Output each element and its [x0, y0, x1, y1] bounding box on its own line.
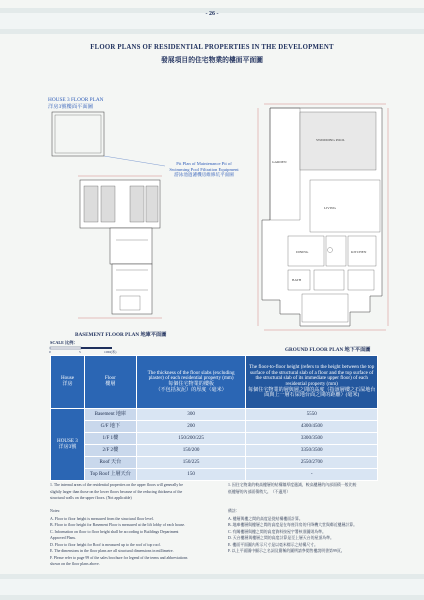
table-row	[51, 421, 378, 433]
thickness-cell: 150	[136, 469, 246, 481]
scale-label: SCALE 比例：	[50, 340, 78, 345]
notes-en: Notes: A. Floor to floor height is measured from the structural floor level. B. Floor to floor height for Basement Floor is measured at the lift lobby of each house. C. Information on floor to floor height shall be according to Buildings Department Approved Plans. D. Floor to floor height for Roof is measured up to the roof of top roof. E. The dimensions in the floor plans are all structural dimensions in millimetre. F. Please refer to page 99 of the sales brochure for legend of the terms and abbreviations shown on the floor plans above.	[50, 509, 188, 566]
page-title-zh: 發展項目的住宅物業的樓面平面圖	[161, 57, 263, 64]
header-height: The floor-to-floor height (refers to the height between the top surface of the structural slab of a floor and the top surface of the structural slab of its immediate upper floor) of each residential property (mm) 每個住宅物業的層與層之間的高度（指該層樓之石屎地台 面與上一層石屎地台面之間的距離）(毫米)	[246, 356, 378, 409]
scale-bar	[50, 347, 112, 349]
notes-zh: 備註： A. 樓層與樓之間的高度是從結構樓面計算。 B. 地庫樓層與樓層之間的高度是在每座洋房的升降機大堂與鄰近樓層計算。 C. 有關樓層與樓之間的高度資料按屋宇署核准圖則為準。 D. 天台樓層與樓層之間的高度計算是至上層天台的屋頂為準。 E. 樓面平面圖內所示尺寸是以毫米標示之結構尺寸。 F. 以上平面圖中顯示之名詞及簡稱的圖例請參閱售樓說明書第99頁。	[228, 509, 358, 553]
basement-plan-label: BASEMENT FLOOR PLAN 地庫平面圖	[75, 332, 167, 338]
floor-cell: 2/F 2樓	[84, 445, 136, 457]
house-label-en: HOUSE 3 FLOOR PLAN	[48, 97, 104, 103]
floor-cell: G/F 地下	[84, 421, 136, 433]
house-cell: HOUSE 3 洋房3號	[51, 409, 85, 481]
pit-label-en: Pit Plan of Maintenance Pit of	[176, 161, 232, 166]
height-cell: 5550	[246, 409, 378, 421]
pit-label-en2: Swimming Pool Filtration Equipment	[169, 166, 239, 172]
table-row	[51, 433, 378, 445]
room-living: LIVING	[324, 206, 337, 210]
pit-plan-outline	[52, 112, 104, 156]
house-label-zh: 洋房3號樓面平面圖	[48, 104, 94, 110]
scale-zero: 0	[49, 350, 51, 354]
room-bath: BATH	[292, 278, 302, 282]
header-house: House 洋房	[51, 356, 85, 409]
basement-plan	[80, 180, 160, 314]
scale-five: 5	[79, 350, 81, 354]
floor-cell: Top Roof 上層天台	[84, 469, 136, 481]
height-cell: 3300/3500	[246, 433, 378, 445]
floor-cell: 1/F 1樓	[84, 433, 136, 445]
table-row	[51, 409, 378, 421]
pit-label-zh: 游泳池過濾機房維修坑平面圖	[174, 172, 234, 178]
room-dining: DINING	[296, 250, 309, 254]
footnote-en: 1. The internal areas of the residential properties on the upper floors will generally be slightly larger than those on the lower floors because of the reducing thickness of the structural walls on the upper floors. (Not applicable)	[50, 483, 183, 500]
header-floor: Floor 樓層	[84, 356, 136, 409]
floor-height-table	[50, 355, 378, 481]
room-garden: GARDEN	[272, 160, 287, 164]
height-cell: 2550/2700	[246, 457, 378, 469]
floor-cell: Roof 天台	[84, 457, 136, 469]
ground-plan-label: GROUND FLOOR PLAN 地下平面圖	[285, 347, 371, 353]
table-row	[51, 445, 378, 457]
room-kitchen: KITCHEN	[351, 250, 367, 254]
footnote-zh: 1. 因住宅物業的較高樓層的結構牆厚度遞減，較高樓層的內部面積一般比較 低樓層的內部面積稍大。（不適用）	[228, 483, 357, 494]
floor-cell: Basement 地庫	[84, 409, 136, 421]
thickness-cell: 150/225	[136, 457, 246, 469]
height-cell: -	[246, 469, 378, 481]
thickness-cell: 300	[136, 409, 246, 421]
table-row	[51, 469, 378, 481]
height-cell: 3350/3500	[246, 445, 378, 457]
scale-end: 10M(米)	[104, 350, 117, 354]
table-row	[51, 457, 378, 469]
thickness-cell: 150/200/225	[136, 433, 246, 445]
thickness-cell: 200	[136, 421, 246, 433]
height-cell: 4300/4500	[246, 421, 378, 433]
page-title-en: FLOOR PLANS OF RESIDENTIAL PROPERTIES IN THE DEVELOPMENT	[90, 44, 334, 51]
header-thickness: The thickness of the floor slabs (excluding plaster) of each residential property (mm) 每個住宅物業的樓板 （不包括灰泥）的厚度（毫米）	[136, 356, 246, 409]
thickness-cell: 150/200	[136, 445, 246, 457]
room-swimming: SWIMMING POOL	[316, 138, 345, 142]
page-number: - 26 -	[205, 11, 219, 17]
